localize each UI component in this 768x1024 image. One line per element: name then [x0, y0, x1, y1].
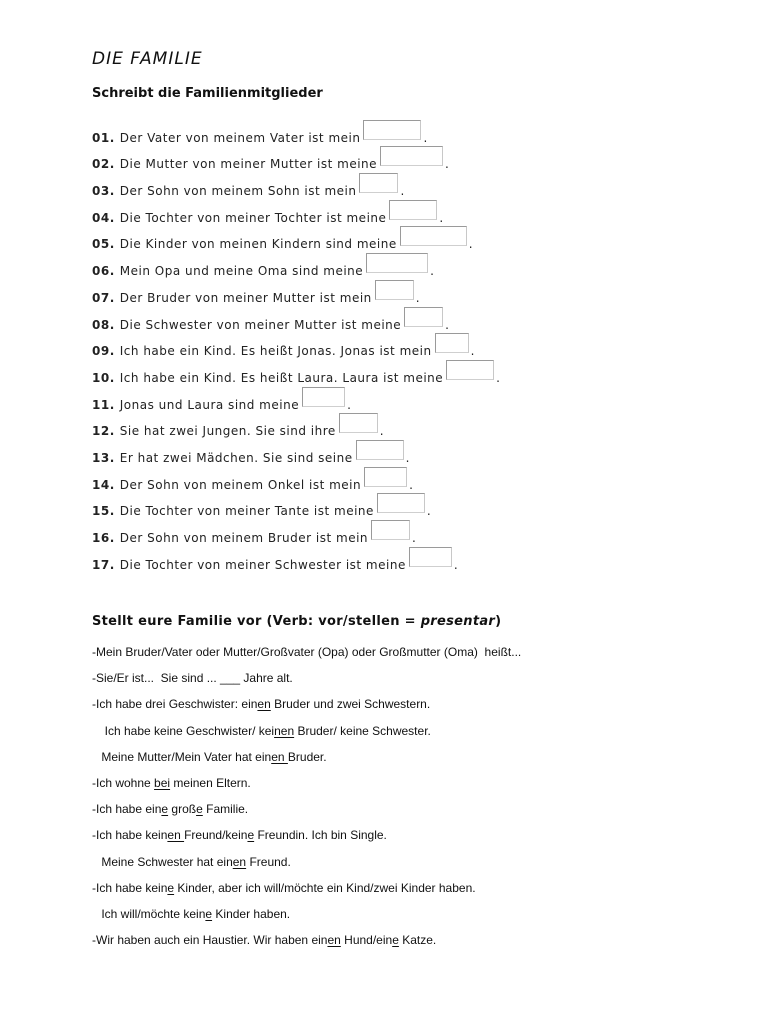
- section-heading-end: ): [495, 614, 502, 629]
- phrase-line: [92, 799, 521, 825]
- phrase-list: [92, 642, 521, 956]
- sentence-period: .: [453, 557, 459, 572]
- section-heading-em: presentar: [420, 614, 496, 629]
- underlined-ending: e: [205, 906, 213, 921]
- exercise-text: Die Tochter von meiner Tochter ist meine: [119, 210, 387, 225]
- exercise-number: 15.: [92, 504, 115, 519]
- exercise-item: [92, 118, 500, 145]
- exercise-text: Ich habe ein Kind. Es heißt Laura. Laura ist meine: [119, 370, 444, 385]
- phrase-text: Bruder und zwei Schwestern.: [270, 697, 431, 712]
- exercise-item: [92, 412, 500, 439]
- phrase-text: Freundin. Ich bin Single.: [254, 828, 387, 843]
- underlined-ending: e: [196, 802, 203, 817]
- answer-field[interactable]: [446, 360, 494, 380]
- phrase-text: -Ich habe drei Geschwister: ein: [92, 697, 258, 712]
- exercise-item: [92, 305, 500, 332]
- phrase-text: Ich habe keine Geschwister/ kei: [98, 723, 275, 738]
- sentence-period: .: [430, 264, 435, 279]
- underlined-ending: en: [232, 854, 247, 869]
- exercise-item: [92, 492, 500, 519]
- sentence-period: .: [426, 504, 432, 519]
- phrase-line: [92, 642, 521, 668]
- phrase-line: [92, 852, 521, 878]
- exercise-number: 16.: [92, 531, 115, 545]
- exercise-text: Der Sohn von meinem Bruder ist mein: [119, 531, 369, 545]
- underlined-ending: e: [247, 828, 255, 843]
- exercise-item: [92, 545, 500, 572]
- exercise-item: [92, 518, 500, 545]
- answer-field[interactable]: [356, 440, 404, 460]
- phrase-text: -Ich habe kein: [92, 880, 168, 895]
- phrase-text: Hund/ein: [340, 933, 393, 948]
- sentence-period: .: [347, 397, 352, 412]
- sentence-period: .: [423, 130, 428, 145]
- exercise-text: Er hat zwei Mädchen. Sie sind seine: [119, 450, 353, 465]
- exercise-number: 11.: [92, 397, 115, 412]
- answer-field[interactable]: [359, 173, 398, 193]
- phrase-text: Meine Schwester hat ein: [98, 854, 233, 869]
- exercise-number: 08.: [92, 317, 115, 332]
- sentence-period: .: [405, 450, 410, 465]
- phrase-text: meinen Eltern.: [170, 775, 251, 790]
- underlined-ending: en: [327, 933, 341, 948]
- phrase-text: -Ich habe kein: [92, 828, 168, 843]
- underlined-ending: e: [392, 933, 399, 948]
- answer-field[interactable]: [389, 200, 437, 220]
- answer-field[interactable]: [302, 387, 345, 407]
- exercise-list: [92, 118, 500, 572]
- exercise-number: 12.: [92, 424, 115, 439]
- answer-field[interactable]: [363, 120, 421, 140]
- phrase-text: -Mein Bruder/Vater oder Mutter/Großvater (Opa) oder Großmutter (Oma) heißt...: [92, 645, 522, 659]
- exercise-text: Der Sohn von meinem Onkel ist mein: [119, 477, 362, 492]
- exercise-text: Sie hat zwei Jungen. Sie sind ihre: [119, 424, 336, 439]
- exercise-number: 13.: [92, 450, 115, 465]
- exercise-item: [92, 465, 500, 492]
- exercise-number: 06.: [92, 264, 115, 279]
- answer-field[interactable]: [400, 226, 467, 246]
- exercise-number: 10.: [92, 370, 115, 385]
- exercise-text: Die Mutter von meiner Mutter ist meine: [119, 157, 378, 172]
- exercise-item: [92, 251, 500, 278]
- phrase-text: -Wir haben auch ein Haustier. Wir haben ein: [92, 933, 328, 948]
- exercise-number: 14.: [92, 477, 115, 492]
- answer-field[interactable]: [380, 146, 443, 166]
- phrase-line: [92, 694, 521, 720]
- phrase-text: Kinder, aber ich will/möchte ein Kind/zwei Kinder haben.: [174, 880, 476, 895]
- sentence-period: .: [496, 370, 501, 385]
- exercise-text: Der Vater von meinem Vater ist mein: [119, 130, 361, 145]
- section-heading: [92, 614, 501, 629]
- sentence-period: .: [468, 237, 474, 252]
- exercise-item: [92, 225, 500, 252]
- exercise-number: 05.: [92, 237, 115, 252]
- answer-field[interactable]: [404, 307, 443, 327]
- answer-field[interactable]: [409, 547, 452, 567]
- exercise-text: Die Tochter von meiner Schwester ist meine: [119, 557, 406, 572]
- phrase-text: -Ich wohne: [92, 775, 155, 790]
- exercise-number: 02.: [92, 157, 115, 172]
- exercise-text: Mein Opa und meine Oma sind meine: [119, 264, 364, 279]
- exercise-text: Die Kinder von meinen Kindern sind meine: [119, 237, 397, 252]
- underlined-ending: en: [167, 828, 185, 843]
- exercise-item: [92, 358, 500, 385]
- phrase-text: Freund.: [246, 854, 291, 869]
- phrase-line: [92, 721, 521, 747]
- exercise-item: [92, 171, 500, 198]
- exercise-number: 01.: [92, 130, 115, 145]
- section-heading-main: Stellt eure Familie vor (Verb: vor/stellen =: [92, 614, 421, 629]
- exercise-number: 03.: [92, 184, 115, 199]
- sentence-period: .: [409, 477, 414, 492]
- phrase-text: Meine Mutter/Mein Vater hat ein: [98, 749, 272, 764]
- phrase-text: Katze.: [398, 933, 437, 948]
- underlined-ending: e: [161, 802, 169, 817]
- answer-field[interactable]: [435, 333, 469, 353]
- phrase-line: [92, 878, 521, 904]
- sentence-period: .: [470, 344, 475, 359]
- exercise-number: 09.: [92, 344, 115, 359]
- exercise-instruction: Schreibt die Familienmitglieder: [92, 86, 323, 101]
- exercise-text: Die Tochter von meiner Tante ist meine: [119, 504, 374, 519]
- phrase-line: [92, 930, 521, 956]
- answer-field[interactable]: [377, 493, 425, 513]
- exercise-item: [92, 438, 500, 465]
- exercise-text: Die Schwester von meiner Mutter ist meine: [119, 317, 402, 332]
- exercise-number: 17.: [92, 557, 115, 572]
- answer-field[interactable]: [339, 413, 378, 433]
- sentence-period: .: [412, 531, 417, 545]
- underlined-ending: en: [271, 749, 288, 764]
- exercise-text: Der Sohn von meinem Sohn ist mein: [119, 184, 357, 199]
- exercise-number: 04.: [92, 210, 115, 225]
- phrase-text: groß: [168, 802, 197, 817]
- answer-field[interactable]: [364, 467, 407, 487]
- sentence-period: .: [379, 424, 385, 439]
- underlined-ending: bei: [154, 775, 171, 790]
- exercise-text: Jonas und Laura sind meine: [119, 397, 300, 412]
- sentence-period: .: [445, 157, 450, 172]
- phrase-line: [92, 773, 521, 799]
- underlined-ending: en: [257, 697, 271, 712]
- phrase-text: -Sie/Er ist... Sie sind ... ___ Jahre alt.: [92, 671, 293, 686]
- sentence-period: .: [415, 290, 421, 305]
- exercise-item: [92, 278, 500, 305]
- underlined-ending: e: [167, 880, 175, 895]
- phrase-line: [92, 904, 521, 930]
- answer-field[interactable]: [366, 253, 428, 273]
- exercise-item: [92, 198, 500, 225]
- answer-field[interactable]: [375, 280, 414, 300]
- exercise-item: [92, 145, 500, 172]
- underlined-ending: nen: [274, 723, 295, 738]
- phrase-text: -Ich habe ein: [92, 802, 162, 817]
- answer-field[interactable]: [371, 520, 410, 540]
- exercise-text: Der Bruder von meiner Mutter ist mein: [119, 290, 372, 305]
- exercise-item: [92, 332, 500, 359]
- phrase-text: Freund/kein: [184, 828, 248, 843]
- phrase-text: Bruder.: [287, 749, 327, 764]
- phrase-line: [92, 825, 521, 851]
- phrase-text: Ich will/möchte kein: [98, 906, 206, 921]
- page-title: DIE FAMILIE: [92, 49, 203, 69]
- exercise-item: [92, 385, 500, 412]
- exercise-text: Ich habe ein Kind. Es heißt Jonas. Jonas ist mein: [119, 344, 432, 359]
- exercise-number: 07.: [92, 290, 115, 305]
- sentence-period: .: [439, 210, 444, 225]
- phrase-text: Familie.: [202, 802, 249, 817]
- phrase-text: Kinder haben.: [212, 906, 291, 921]
- phrase-text: Bruder/ keine Schwester.: [294, 723, 431, 738]
- phrase-line: [92, 668, 521, 694]
- sentence-period: .: [445, 317, 450, 332]
- phrase-line: [92, 747, 521, 773]
- sentence-period: .: [400, 184, 405, 199]
